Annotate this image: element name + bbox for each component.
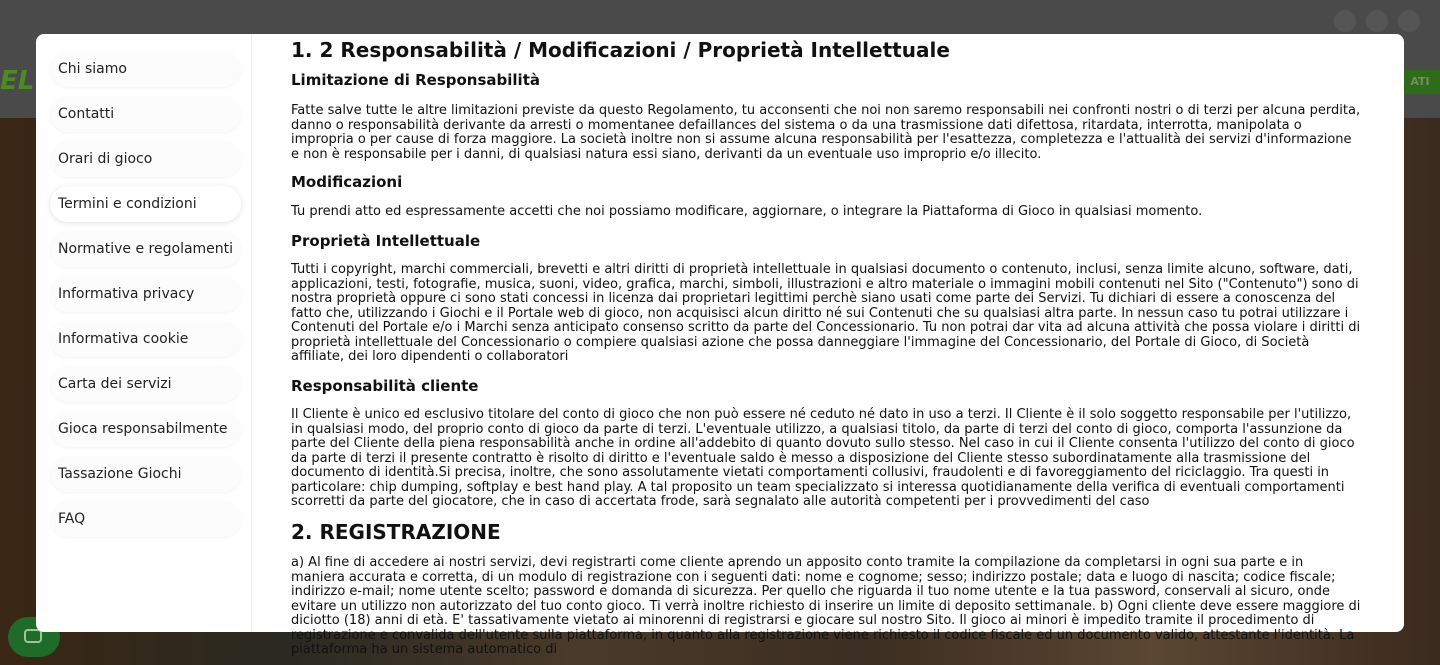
sidebar-item-normative-e-regolamenti[interactable]: Normative e regolamenti <box>50 231 241 267</box>
sidebar-item-orari-di-gioco[interactable]: Orari di gioco <box>50 141 241 177</box>
sidebar-menu <box>36 34 252 632</box>
paragraph-limitazione: Fatte salve tutte le altre limitazioni previste da questo Regolamento, tu acconsenti che noi non saremo responsabili nei confronti nostri o di terzi per alcuna perdita, danno o responsabilità derivante da arresti o momentanee defaillances del sistema o da una trasmissione dati difettosa, ritardata, interrotta, manipolata o impropria o per cause di forza maggiore. La società inoltre non si assume alcuna responsabilità per l'esattezza, completezza e l'attualità dei servizi d'informazione e non è responsabile per i danni, di qualsiasi natura essi siano, derivanti da un eventuale uso improprio e/o illecito. <box>291 103 1361 162</box>
sidebar-item-gioca-responsabilmente[interactable]: Gioca responsabilmente <box>50 411 241 447</box>
background-logo: EL <box>0 66 35 96</box>
heading-modificazioni: Modificazioni <box>291 173 403 191</box>
sidebar-item-informativa-cookie[interactable]: Informativa cookie <box>50 321 241 357</box>
sidebar-item-contatti[interactable]: Contatti <box>50 96 241 132</box>
terms-content <box>291 34 1366 657</box>
user-icon <box>1334 10 1356 32</box>
sidebar-item-faq[interactable]: FAQ <box>50 501 241 537</box>
heading-proprieta-intellettuale: Proprietà Intellettuale <box>291 232 481 250</box>
sidebar-item-carta-dei-servizi[interactable]: Carta dei servizi <box>50 366 241 402</box>
terms-modal <box>36 34 1404 657</box>
paragraph-registrazione: a) Al fine di accedere ai nostri servizi, devi registrarti come cliente aprendo un apposito conto tramite la compilazione da completarsi in ogni sua parte e in maniera accurata e corretta, di un modulo di registrazione con i seguenti dati: nome e cognome; sesso; indirizzo postale; data e luogo di nascita; codice fiscale; indirizzo e-mail; nome utente scelto; password e domanda di sicurezza. Per quello che riguarda il tuo nome utente e la tua password, conservali al sicuro, onde evitare un utilizzo non autorizzato del tuo conto gioco. Ti verrà inoltre richiesto di inserire un limite di deposito settimanale. b) Ogni cliente deve essere maggiore di diciotto (18) anni di età. E' tassativamente vietato ai minorenni di registrarsi e giocare sul nostro Sito. Il gioco ai minori è impedito tramite il procedimento di registrazione e convalida dell'utente sulla piattaforma, in quanto alla registrazione viene richiesto il codice fiscale ed un documento valido, attestante l'identità. La piattaforma ha un sistema automatico di <box>291 555 1361 657</box>
section-title: 1. 2 Responsabilità / Modificazioni / Proprietà Intellettuale <box>291 38 950 62</box>
sidebar-item-informativa-privacy[interactable]: Informativa privacy <box>50 276 241 312</box>
paragraph-responsabilita-cliente: Il Cliente è unico ed esclusivo titolare del conto di gioco che non può essere né ceduto né dato in uso a terzi. Il Cliente è il solo soggetto responsabile per l'utilizzo, in qualsiasi modo, del proprio conto di gioco da parte di terzi. L'eventuale utilizzo, a qualsiasi titolo, da parte di terzi del conto di gioco, comporta l'assunzione da parte del Cliente della piena responsabilità anche in ordine all'addebito di quanto dovuto sullo stesso. Nel caso in cui il Cliente consenta l'utilizzo del conto di gioco da parte di terzi il presente contratto è risolto di diritto e l'eventuale saldo è messo a disposizione del Cliente stesso subordinatamente alla trasmissione del documento di identità.Si precisa, inoltre, che sono assolutamente vietati comportamenti collusivi, fraudolenti e di favoreggiamento del riciclaggio. Tra questi in particolare: chip dumping, softplay e best hand play. A tal proposito un team specializzato si interessa quotidianamente della verifica di eventuali comportamenti scorretti da parte del giocatore, che in caso di accertata frode, sarà segnalato alle autorità competenti per i provvedimenti del caso <box>291 407 1355 509</box>
sidebar-item-tassazione-giochi[interactable]: Tassazione Giochi <box>50 456 241 492</box>
heading-registrazione: 2. REGISTRAZIONE <box>291 520 501 544</box>
sidebar-item-termini-e-condizioni[interactable]: Termini e condizioni <box>50 186 241 222</box>
sidebar-item-chi-siamo[interactable]: Chi siamo <box>50 51 241 87</box>
paragraph-proprieta-intellettuale: Tutti i copyright, marchi commerciali, brevetti e altri diritti di proprietà intellettuale in qualsiasi documento o contenuto, inclusi, senza limite alcuno, software, dati, applicazioni, testi, fotografie, musica, suoni, video, grafica, marchi, simboli, illustrazioni e altro materiale o immagini mobili contenuti nel Sito ("Contenuto") sono di nostra proprietà oppure ci sono stati concessi in licenza dai proprietari legittimi perchè siano usati come parte dei Servizi. Tu dichiari di essere a conoscenza del fatto che, utilizzando i Giochi e il Portale web di gioco, non acquisisci alcun diritto né sui Contenuti che su qualsiasi altra parte. In nessun caso tu potrai utilizzare i Contenuti del Portale e/o i Marchi senza anticipato consenso scritto da parte del Concessionario. Tu non potrai dar vita ad alcuna attività che possa violare i diritti di proprietà intellettuale del Concessionario o compiere qualsiasi azione che possa danneggiare l'immagine del Concessionario, del Portale di Gioco, di Società affiliate, dei loro dipendenti o collaboratori <box>291 262 1361 364</box>
heading-responsabilita-cliente: Responsabilità cliente <box>291 377 479 395</box>
profile-icon <box>1398 10 1420 32</box>
background-top-icons <box>1334 10 1420 32</box>
paragraph-modificazioni: Tu prendi atto ed espressamente accetti che noi possiamo modificare, aggiornare, o integrare la Piattaforma di Gioco in qualsiasi momento. <box>291 204 1203 219</box>
bell-icon <box>1366 10 1388 32</box>
heading-limitazione: Limitazione di Responsabilità <box>291 71 540 89</box>
background-right-button: ATI <box>1400 70 1440 94</box>
